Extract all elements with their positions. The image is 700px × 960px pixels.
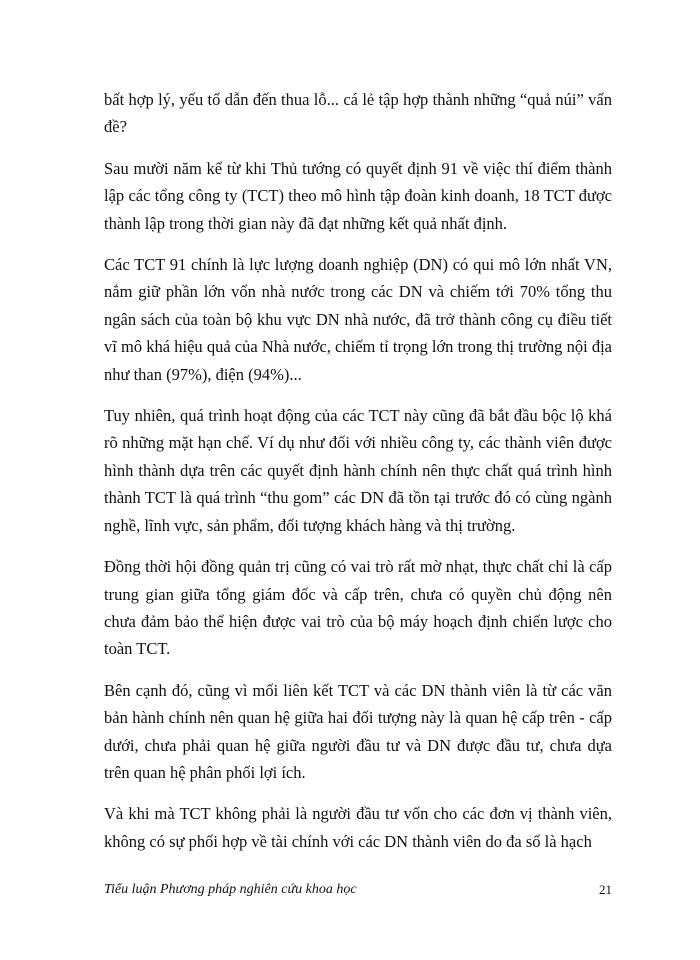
paragraph-2: Sau mười năm kể từ khi Thủ tướng có quyết định 91 về việc thí điểm thành lập các tổng công ty (TCT) theo mô hình tập đoàn kinh doanh, 18 TCT được thành lập trong thời gian này đã đạt những kết quả nhất định.	[104, 158, 612, 233]
paragraph-4: Tuy nhiên, quá trình hoạt động của các TCT này cũng đã bắt đầu bộc lộ khá rõ những mặt hạn chế. Ví dụ như đối với nhiều công ty, các thành viên được hình thành dựa trên các quyết định hành chính nên thực chất quá trình hình thành TCT là quá trình “thu gom” các DN đã tồn tại trước đó có cùng ngành nghề, lĩnh vực, sản phẩm, đối tượng khách hàng và thị trường.	[104, 406, 612, 535]
body-text	[104, 86, 612, 869]
page-footer	[104, 882, 612, 904]
paragraph-7: Và khi mà TCT không phải là người đầu tư vốn cho các đơn vị thành viên, không có sự phối hợp về tài chính với các DN thành viên do đa số là hạch	[104, 804, 612, 851]
paragraph-3: Các TCT 91 chính là lực lượng doanh nghiệp (DN) có qui mô lớn nhất VN, nắm giữ phần lớn vốn nhà nước trong các DN và chiếm tới 70% tổng thu ngân sách của toàn bộ khu vực DN nhà nước, đã trở thành công cụ điều tiết vĩ mô khá hiệu quả của Nhà nước, chiếm tỉ trọng lớn trong thị trường nội địa như than (97%), điện (94%)...	[104, 255, 612, 384]
paragraph-6: Bên cạnh đó, cũng vì mối liên kết TCT và các DN thành viên là từ các văn bản hành chính nên quan hệ giữa hai đối tượng này là quan hệ cấp trên - cấp dưới, chưa phải quan hệ giữa người đầu tư và DN được đầu tư, chưa dựa trên quan hệ phân phối lợi ích.	[104, 680, 612, 782]
footer-title: Tiểu luận Phương pháp nghiên cứu khoa học	[104, 882, 357, 897]
paragraph-5: Đồng thời hội đồng quản trị cũng có vai trò rất mờ nhạt, thực chất chỉ là cấp trung gian giữa tổng giám đốc và cấp trên, chưa có quyền chủ động nên chưa đảm bảo thể hiện được vai trò của bộ máy hoạch định chiến lược cho toàn TCT.	[104, 557, 612, 659]
paragraph-1: bất hợp lý, yếu tố dẫn đến thua lỗ... cá lẻ tập hợp thành những “quả núi” vấn đề?	[104, 90, 612, 137]
page-number: 21	[599, 882, 612, 897]
